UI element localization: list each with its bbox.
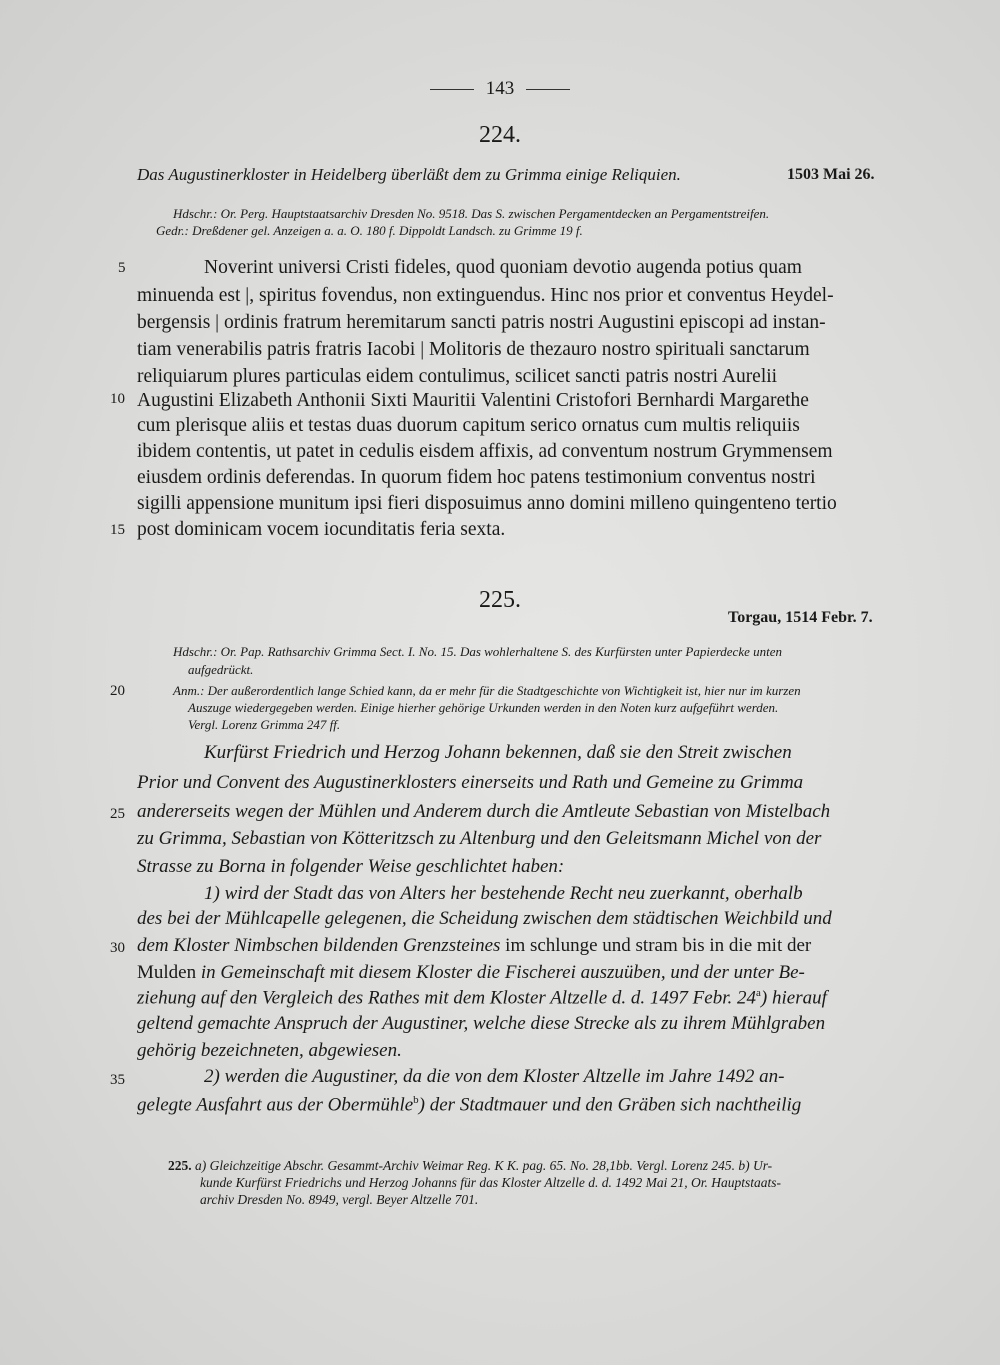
line-text: ziehung auf den Vergleich des Rathes mit dem Kloster Altzelle d. d. 1497 Febr. 24 xyxy=(137,987,757,1009)
doc-225-line: geltend gemachte Anspruch der Augustiner, welche diese Strecke als zu ihrem Mühlgraben xyxy=(137,1013,826,1034)
doc-224-line: eiusdem ordinis deferendas. In quorum fidem hoc patens testimonium conventus nostri xyxy=(137,467,816,488)
doc-224-line: cum plerisque aliis et testas duas duorum capitum serico ornatus cum multis reliquiis xyxy=(137,415,800,436)
doc-224-line: minuenda est |, spiritus fovendus, non extinguendus. Hinc nos prior et conventus Heydel- xyxy=(137,285,834,306)
doc-225-line xyxy=(137,962,805,984)
doc-225-note-3: Anm.: Der außerordentlich lange Schied kann, da er mehr für die Stadtgeschichte von Wichtigkeit ist, hier nur im kurzen xyxy=(173,683,801,698)
footnote-label: 225. xyxy=(168,1158,192,1173)
doc-225-date: Torgau, 1514 Febr. 7. xyxy=(728,609,873,626)
doc-224-line: tiam venerabilis patris fratris Iacobi | Molitoris de thezauro nostro spirituali sanctarum xyxy=(137,339,810,360)
doc-224-line: Augustini Elizabeth Anthonii Sixti Mauritii Valentini Cristofori Bernhardi Margarethe xyxy=(137,390,809,411)
footnote-line: kunde Kurfürst Friedrichs und Herzog Johanns für das Kloster Altzelle d. d. 1492 Mai 21, Or. Hauptstaats- xyxy=(200,1175,782,1190)
doc-225-number: 225. xyxy=(479,587,521,613)
doc-225-note-1: Hdschr.: Or. Pap. Rathsarchiv Grimma Sect. I. No. 15. Das wohlerhaltene S. des Kurfürsten unter Papierdecke unten xyxy=(173,644,783,659)
doc-225-line xyxy=(137,987,827,1009)
doc-224-title: Das Augustinerkloster in Heidelberg überläßt dem zu Grimma einige Reliquien. xyxy=(137,165,681,184)
footnote-line-text: a) Gleichzeitige Abschr. Gesammt-Archiv Weimar Reg. K K. pag. 65. No. 28,1bb. Vergl. Lorenz 245. b) Ur- xyxy=(195,1158,773,1173)
line-number: 25 xyxy=(110,806,125,822)
line-number: 5 xyxy=(118,260,126,276)
doc-224-line: Noverint universi Cristi fideles, quod quoniam devotio augenda potius quam xyxy=(204,257,802,278)
footnote-line xyxy=(168,1157,888,1174)
doc-225-line: zu Grimma, Sebastian von Kötteritzsch zu Altenburg und den Geleitsmann Michel von der xyxy=(137,828,822,849)
header-rule-right xyxy=(526,89,570,90)
doc-224-note-2: Gedr.: Dreßdener gel. Anzeigen a. a. O. 180 f. Dippoldt Landsch. zu Grimme 19 f. xyxy=(156,223,583,238)
line-number: 35 xyxy=(110,1072,125,1088)
line-italic-part: dem Kloster Nimbschen bildenden Grenzsteines xyxy=(137,935,501,956)
doc-225-note-5: Vergl. Lorenz Grimma 247 ff. xyxy=(188,717,341,732)
doc-224-number: 224. xyxy=(479,122,521,148)
footnote-marker-a: a xyxy=(756,987,761,999)
doc-225-line: Strasse zu Borna in folgender Weise geschlichtet haben: xyxy=(137,856,565,877)
doc-225-line: gehörig bezeichneten, abgewiesen. xyxy=(137,1040,402,1061)
doc-225-line: des bei der Mühlcapelle gelegenen, die Scheidung zwischen dem städtischen Weichbild und xyxy=(137,908,832,929)
doc-224-line: reliquiarum plures particulas eidem contulimus, scilicet sancti patris nostri Aurelii xyxy=(137,366,778,387)
doc-225-line xyxy=(137,1094,801,1116)
line-number: 10 xyxy=(110,391,125,407)
doc-224-line: sigilli appensione munitum ipsi fieri disposuimus anno domini milleno quingenteno tertio xyxy=(137,493,837,514)
header-rule-left xyxy=(430,89,474,90)
footnote-block xyxy=(168,1157,888,1208)
doc-224-date: 1503 Mai 26. xyxy=(787,166,875,183)
footnote-line: archiv Dresden No. 8949, vergl. Beyer Altzelle 701. xyxy=(200,1192,479,1207)
line-italic-part: in Gemeinschaft mit diesem Kloster die Fischerei auszuüben, und der unter Be- xyxy=(200,962,805,983)
doc-225-line: 1) wird der Stadt das von Alters her bestehende Recht neu zuerkannt, oberhalb xyxy=(204,883,803,904)
line-number: 20 xyxy=(110,683,125,699)
line-roman-part: Mulden xyxy=(137,962,197,983)
doc-225-line: 2) werden die Augustiner, da die von dem Kloster Altzelle im Jahre 1492 an- xyxy=(204,1066,785,1087)
page-number: 143 xyxy=(485,78,515,99)
line-number: 30 xyxy=(110,940,125,956)
doc-224-note-1: Hdschr.: Or. Perg. Hauptstaatsarchiv Dresden No. 9518. Das S. zwischen Pergamentdecken an Pergamentstreifen. xyxy=(173,206,770,221)
doc-224-line: post dominicam vocem iocunditatis feria sexta. xyxy=(137,519,506,540)
doc-225-line: Prior und Convent des Augustinerklosters einerseits und Rath und Gemeine zu Grimma xyxy=(137,772,804,793)
line-number: 15 xyxy=(110,522,125,538)
doc-225-line: andererseits wegen der Mühlen und Anderem durch die Amtleute Sebastian von Mistelbach xyxy=(137,801,831,822)
line-text: gelegte Ausfahrt aus der Obermühle xyxy=(137,1094,414,1116)
line-text-cont: ) der Stadtmauer und den Gräben sich nachtheilig xyxy=(418,1094,802,1116)
line-roman-part: im schlunge und stram bis in die mit der xyxy=(505,935,812,956)
page-number-header xyxy=(0,78,1000,100)
footnote-marker-b: b xyxy=(413,1094,419,1106)
doc-224-line: bergensis | ordinis fratrum heremitarum sancti patris nostri Augustini episcopi ad instan- xyxy=(137,312,826,333)
doc-225-line: Kurfürst Friedrich und Herzog Johann bekennen, daß sie den Streit zwischen xyxy=(204,742,792,763)
doc-225-note-4: Auszuge wiedergegeben werden. Einige hierher gehörige Urkunden werden in den Noten kurz aufgeführt werden. xyxy=(188,700,779,715)
doc-225-line xyxy=(137,935,811,957)
doc-225-note-2: aufgedrückt. xyxy=(188,662,254,677)
line-text-cont: ) hierauf xyxy=(760,987,827,1009)
doc-224-line: ibidem contentis, ut patet in cedulis eisdem affixis, ad conventum nostrum Grymmensem xyxy=(137,441,833,462)
